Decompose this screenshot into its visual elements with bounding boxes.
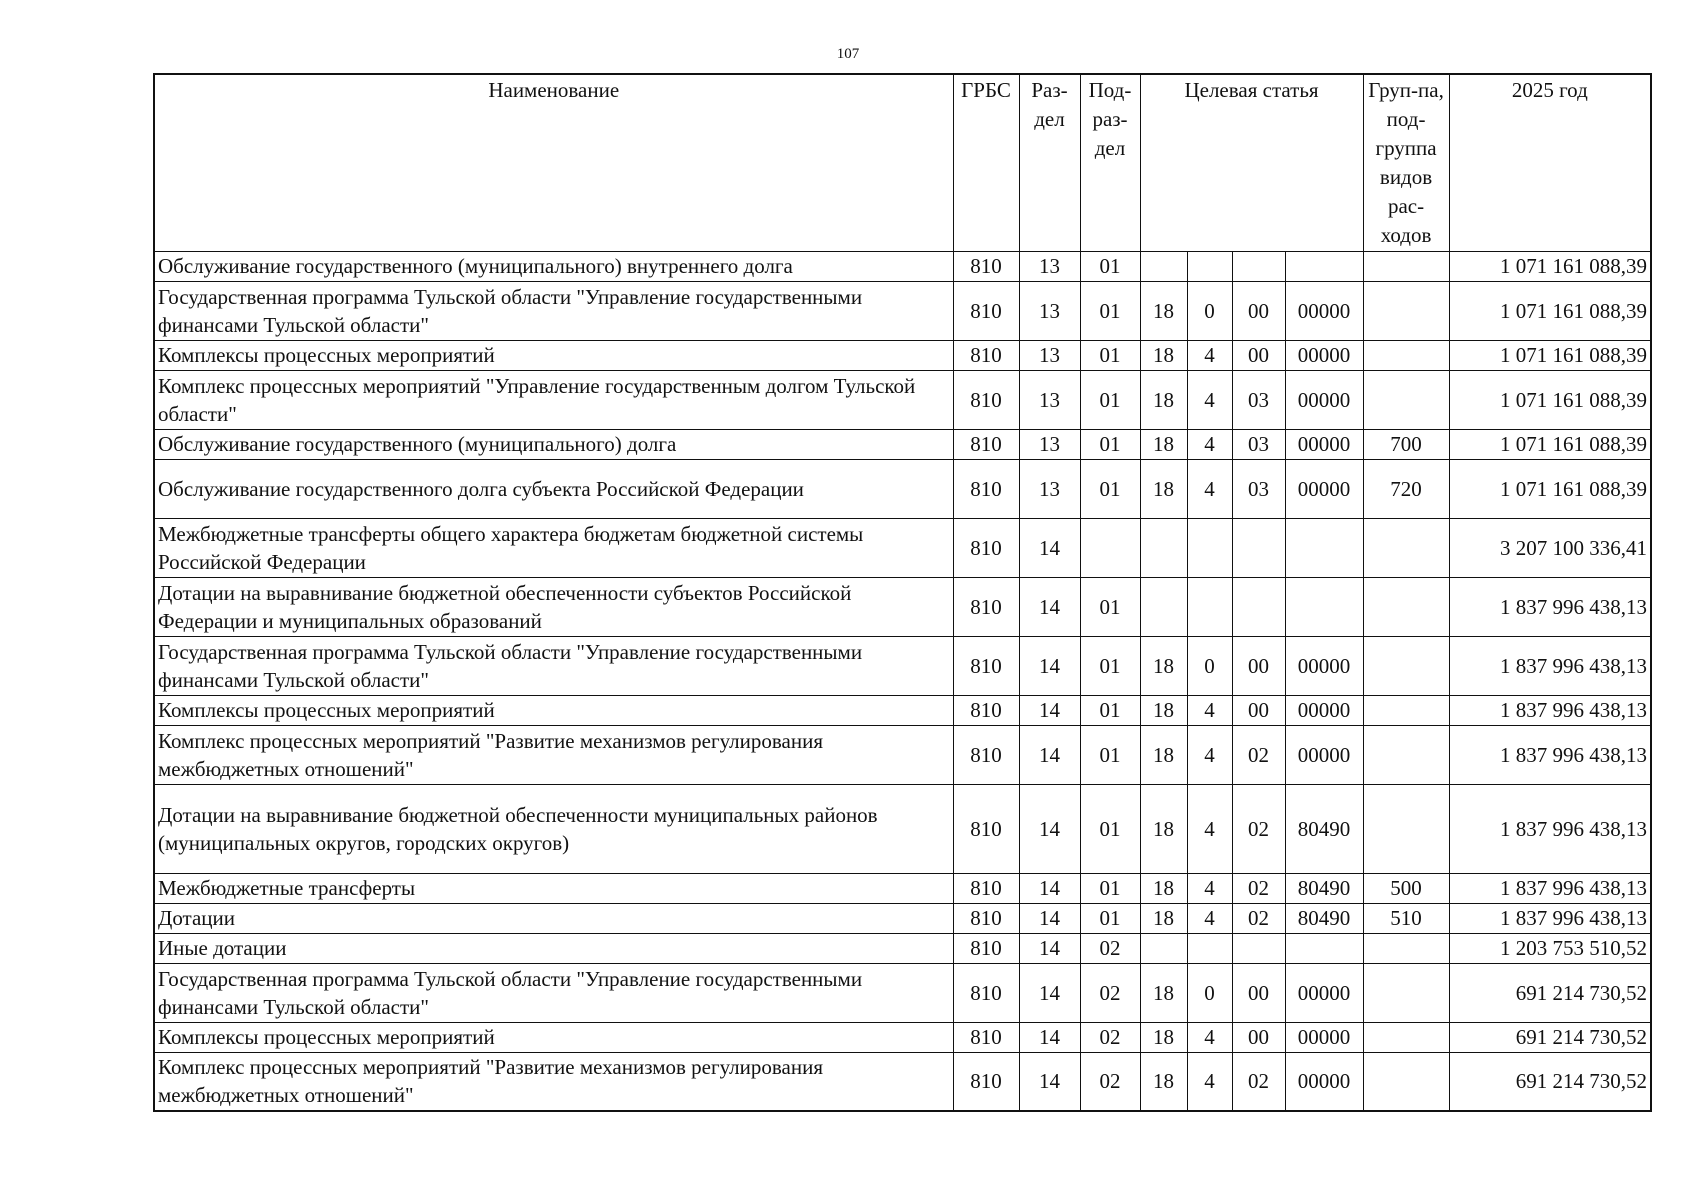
table-cell-grbs: 810 (953, 429, 1019, 459)
table-cell-grbs: 810 (953, 281, 1019, 340)
table-cell-target-direction: 00000 (1285, 963, 1363, 1022)
table-cell-grbs: 810 (953, 251, 1019, 281)
table-cell-target-subtype (1232, 577, 1285, 636)
table-cell-target-subtype: 02 (1232, 725, 1285, 784)
table-cell-grbs: 810 (953, 340, 1019, 370)
table-cell-razdel: 13 (1019, 370, 1080, 429)
table-cell-grbs: 810 (953, 636, 1019, 695)
table-cell-name: Государственная программа Тульской области "Управление государственными финансами Тульской области" (154, 963, 953, 1022)
table-cell-target-subtype: 03 (1232, 370, 1285, 429)
table-cell-vid-group (1363, 963, 1449, 1022)
table-cell-target-type (1187, 251, 1232, 281)
table-cell-target-type (1187, 518, 1232, 577)
table-row (154, 784, 1651, 873)
table-row (154, 933, 1651, 963)
table-cell-grbs: 810 (953, 933, 1019, 963)
table-cell-vid-group (1363, 1022, 1449, 1052)
table-cell-vid-group (1363, 370, 1449, 429)
table-cell-name: Обслуживание государственного (муниципального) долга (154, 429, 953, 459)
table-row (154, 340, 1651, 370)
table-cell-target-type (1187, 933, 1232, 963)
header-year: 2025 год (1449, 74, 1651, 251)
table-cell-podrazdel: 02 (1080, 933, 1140, 963)
header-vid-group: Груп-па, под-группа видов рас-ходов (1363, 74, 1449, 251)
table-cell-target-subtype (1232, 518, 1285, 577)
table-cell-vid-group (1363, 933, 1449, 963)
table-cell-amount: 1 837 996 438,13 (1449, 636, 1651, 695)
table-cell-target-subtype: 00 (1232, 281, 1285, 340)
table-cell-name: Комплексы процессных мероприятий (154, 340, 953, 370)
table-cell-target-direction: 00000 (1285, 695, 1363, 725)
table-cell-target-direction: 00000 (1285, 370, 1363, 429)
table-cell-vid-group (1363, 725, 1449, 784)
table-cell-podrazdel: 02 (1080, 963, 1140, 1022)
table-cell-target-program (1140, 251, 1187, 281)
table-cell-amount: 1 837 996 438,13 (1449, 784, 1651, 873)
table-cell-target-direction: 00000 (1285, 1052, 1363, 1111)
table-cell-target-program: 18 (1140, 725, 1187, 784)
table-cell-target-type: 4 (1187, 695, 1232, 725)
table-cell-podrazdel: 01 (1080, 459, 1140, 518)
table-cell-grbs: 810 (953, 725, 1019, 784)
table-cell-amount: 1 203 753 510,52 (1449, 933, 1651, 963)
table-cell-target-subtype: 02 (1232, 1052, 1285, 1111)
budget-table (153, 73, 1652, 1112)
table-cell-vid-group (1363, 251, 1449, 281)
header-target-article: Целевая статья (1140, 74, 1363, 251)
table-row (154, 459, 1651, 518)
table-cell-target-program: 18 (1140, 281, 1187, 340)
table-cell-razdel: 13 (1019, 251, 1080, 281)
table-cell-amount: 1 837 996 438,13 (1449, 873, 1651, 903)
table-cell-name: Межбюджетные трансферты общего характера бюджетам бюджетной системы Российской Федерации (154, 518, 953, 577)
table-cell-target-direction: 80490 (1285, 903, 1363, 933)
table-cell-amount: 1 837 996 438,13 (1449, 577, 1651, 636)
table-cell-name: Комплекс процессных мероприятий "Развитие механизмов регулирования межбюджетных отношений" (154, 725, 953, 784)
table-row (154, 903, 1651, 933)
table-cell-target-direction (1285, 251, 1363, 281)
table-cell-podrazdel: 01 (1080, 636, 1140, 695)
table-cell-podrazdel: 01 (1080, 873, 1140, 903)
table-cell-podrazdel: 01 (1080, 725, 1140, 784)
table-cell-target-program: 18 (1140, 370, 1187, 429)
table-cell-target-subtype: 03 (1232, 459, 1285, 518)
table-cell-name: Государственная программа Тульской области "Управление государственными финансами Тульской области" (154, 281, 953, 340)
table-cell-target-type: 4 (1187, 459, 1232, 518)
table-cell-target-subtype (1232, 251, 1285, 281)
table-cell-target-program: 18 (1140, 963, 1187, 1022)
table-cell-vid-group (1363, 577, 1449, 636)
table-cell-grbs: 810 (953, 903, 1019, 933)
table-cell-target-program: 18 (1140, 459, 1187, 518)
table-cell-podrazdel: 01 (1080, 281, 1140, 340)
table-cell-target-direction: 00000 (1285, 340, 1363, 370)
table-cell-target-program: 18 (1140, 1022, 1187, 1052)
table-cell-vid-group (1363, 695, 1449, 725)
table-cell-podrazdel: 01 (1080, 370, 1140, 429)
table-row (154, 577, 1651, 636)
table-cell-amount: 1 071 161 088,39 (1449, 251, 1651, 281)
table-row (154, 370, 1651, 429)
table-cell-grbs: 810 (953, 1022, 1019, 1052)
table-cell-target-program (1140, 577, 1187, 636)
table-cell-grbs: 810 (953, 1052, 1019, 1111)
table-cell-target-direction: 00000 (1285, 1022, 1363, 1052)
table-cell-podrazdel: 01 (1080, 577, 1140, 636)
table-row (154, 281, 1651, 340)
table-cell-razdel: 14 (1019, 725, 1080, 784)
header-podrazdel: Под-раз-дел (1080, 74, 1140, 251)
table-cell-razdel: 14 (1019, 577, 1080, 636)
table-cell-name: Обслуживание государственного (муниципального) внутреннего долга (154, 251, 953, 281)
table-cell-amount: 3 207 100 336,41 (1449, 518, 1651, 577)
header-name: Наименование (154, 74, 953, 251)
table-cell-vid-group: 720 (1363, 459, 1449, 518)
table-cell-target-type: 0 (1187, 636, 1232, 695)
table-cell-target-program: 18 (1140, 695, 1187, 725)
table-cell-name: Комплексы процессных мероприятий (154, 695, 953, 725)
table-cell-podrazdel: 01 (1080, 429, 1140, 459)
table-cell-target-subtype: 00 (1232, 340, 1285, 370)
table-row (154, 963, 1651, 1022)
table-cell-amount: 691 214 730,52 (1449, 1052, 1651, 1111)
table-cell-target-subtype: 02 (1232, 784, 1285, 873)
table-cell-name: Государственная программа Тульской области "Управление государственными финансами Тульской области" (154, 636, 953, 695)
table-cell-vid-group: 700 (1363, 429, 1449, 459)
table-cell-vid-group (1363, 281, 1449, 340)
table-cell-target-type: 4 (1187, 873, 1232, 903)
table-cell-target-type: 4 (1187, 370, 1232, 429)
table-cell-target-subtype: 00 (1232, 1022, 1285, 1052)
table-cell-razdel: 14 (1019, 695, 1080, 725)
table-cell-grbs: 810 (953, 370, 1019, 429)
table-cell-razdel: 13 (1019, 429, 1080, 459)
table-cell-podrazdel: 01 (1080, 903, 1140, 933)
table-cell-razdel: 13 (1019, 281, 1080, 340)
table-cell-name: Дотации (154, 903, 953, 933)
table-cell-target-direction: 00000 (1285, 725, 1363, 784)
table-cell-grbs: 810 (953, 695, 1019, 725)
table-cell-vid-group (1363, 1052, 1449, 1111)
table-cell-amount: 691 214 730,52 (1449, 963, 1651, 1022)
header-razdel: Раз-дел (1019, 74, 1080, 251)
table-cell-target-type: 4 (1187, 784, 1232, 873)
table-cell-name: Обслуживание государственного долга субъекта Российской Федерации (154, 459, 953, 518)
table-cell-name: Дотации на выравнивание бюджетной обеспеченности муниципальных районов (муниципальных округов, городских округов) (154, 784, 953, 873)
table-cell-grbs: 810 (953, 873, 1019, 903)
table-cell-razdel: 14 (1019, 784, 1080, 873)
table-cell-target-subtype: 00 (1232, 963, 1285, 1022)
table-cell-podrazdel: 01 (1080, 695, 1140, 725)
table-cell-podrazdel (1080, 518, 1140, 577)
table-cell-amount: 1 837 996 438,13 (1449, 903, 1651, 933)
table-cell-amount: 1 071 161 088,39 (1449, 281, 1651, 340)
table-cell-name: Комплексы процессных мероприятий (154, 1022, 953, 1052)
table-row (154, 636, 1651, 695)
table-cell-target-direction: 00000 (1285, 429, 1363, 459)
table-cell-grbs: 810 (953, 963, 1019, 1022)
table-cell-razdel: 14 (1019, 518, 1080, 577)
table-cell-podrazdel: 02 (1080, 1022, 1140, 1052)
table-cell-amount: 1 071 161 088,39 (1449, 429, 1651, 459)
table-cell-podrazdel: 01 (1080, 251, 1140, 281)
table-cell-target-type: 4 (1187, 429, 1232, 459)
table-cell-grbs: 810 (953, 577, 1019, 636)
table-cell-name: Межбюджетные трансферты (154, 873, 953, 903)
table-cell-razdel: 13 (1019, 340, 1080, 370)
table-cell-target-type: 4 (1187, 1022, 1232, 1052)
table-cell-amount: 691 214 730,52 (1449, 1022, 1651, 1052)
table-row (154, 873, 1651, 903)
table-cell-target-subtype: 00 (1232, 695, 1285, 725)
table-cell-target-program: 18 (1140, 340, 1187, 370)
table-cell-razdel: 14 (1019, 1052, 1080, 1111)
table-cell-target-program: 18 (1140, 429, 1187, 459)
page-number: 107 (836, 46, 860, 62)
table-cell-target-subtype: 02 (1232, 873, 1285, 903)
table-cell-vid-group: 500 (1363, 873, 1449, 903)
table-cell-target-type: 4 (1187, 903, 1232, 933)
table-cell-name: Комплекс процессных мероприятий "Управление государственным долгом Тульской области" (154, 370, 953, 429)
table-cell-vid-group (1363, 340, 1449, 370)
table-cell-target-program: 18 (1140, 873, 1187, 903)
table-cell-grbs: 810 (953, 518, 1019, 577)
table-cell-target-program (1140, 518, 1187, 577)
table-cell-target-type: 0 (1187, 281, 1232, 340)
table-cell-target-program (1140, 933, 1187, 963)
table-row (154, 695, 1651, 725)
table-cell-amount: 1 071 161 088,39 (1449, 459, 1651, 518)
table-cell-podrazdel: 01 (1080, 784, 1140, 873)
table-cell-target-direction: 00000 (1285, 636, 1363, 695)
table-cell-razdel: 14 (1019, 873, 1080, 903)
table-cell-razdel: 13 (1019, 459, 1080, 518)
table-cell-podrazdel: 02 (1080, 1052, 1140, 1111)
table-cell-grbs: 810 (953, 784, 1019, 873)
table-cell-target-direction: 00000 (1285, 459, 1363, 518)
table-cell-amount: 1 071 161 088,39 (1449, 340, 1651, 370)
table-cell-target-direction: 80490 (1285, 784, 1363, 873)
table-cell-razdel: 14 (1019, 963, 1080, 1022)
table-cell-target-program: 18 (1140, 784, 1187, 873)
table-cell-vid-group (1363, 518, 1449, 577)
table-cell-target-direction: 80490 (1285, 873, 1363, 903)
table-cell-vid-group (1363, 784, 1449, 873)
table-cell-target-direction (1285, 518, 1363, 577)
table-cell-target-type: 0 (1187, 963, 1232, 1022)
table-cell-razdel: 14 (1019, 1022, 1080, 1052)
table-row (154, 518, 1651, 577)
table-cell-target-program: 18 (1140, 636, 1187, 695)
table-cell-target-direction: 00000 (1285, 281, 1363, 340)
table-cell-target-type: 4 (1187, 340, 1232, 370)
table-cell-razdel: 14 (1019, 636, 1080, 695)
table-row (154, 1022, 1651, 1052)
table-cell-name: Дотации на выравнивание бюджетной обеспеченности субъектов Российской Федерации и муниципальных образований (154, 577, 953, 636)
table-row (154, 1052, 1651, 1111)
table-cell-vid-group (1363, 636, 1449, 695)
table-header-row (154, 74, 1651, 251)
table-cell-name: Иные дотации (154, 933, 953, 963)
table-cell-target-subtype: 02 (1232, 903, 1285, 933)
table-cell-amount: 1 837 996 438,13 (1449, 725, 1651, 784)
table-cell-target-type: 4 (1187, 725, 1232, 784)
header-grbs: ГРБС (953, 74, 1019, 251)
table-row (154, 429, 1651, 459)
table-cell-target-program: 18 (1140, 903, 1187, 933)
table-row (154, 251, 1651, 281)
table-cell-target-program: 18 (1140, 1052, 1187, 1111)
table-cell-target-direction (1285, 933, 1363, 963)
table-cell-razdel: 14 (1019, 903, 1080, 933)
table-cell-amount: 1 071 161 088,39 (1449, 370, 1651, 429)
table-cell-target-type: 4 (1187, 1052, 1232, 1111)
table-cell-vid-group: 510 (1363, 903, 1449, 933)
table-cell-amount: 1 837 996 438,13 (1449, 695, 1651, 725)
table-cell-podrazdel: 01 (1080, 340, 1140, 370)
table-cell-target-subtype: 00 (1232, 636, 1285, 695)
table-cell-target-type (1187, 577, 1232, 636)
table-cell-name: Комплекс процессных мероприятий "Развитие механизмов регулирования межбюджетных отношений" (154, 1052, 953, 1111)
table-cell-razdel: 14 (1019, 933, 1080, 963)
table-cell-grbs: 810 (953, 459, 1019, 518)
table-cell-target-subtype: 03 (1232, 429, 1285, 459)
table-cell-target-subtype (1232, 933, 1285, 963)
table-cell-target-direction (1285, 577, 1363, 636)
table-row (154, 725, 1651, 784)
